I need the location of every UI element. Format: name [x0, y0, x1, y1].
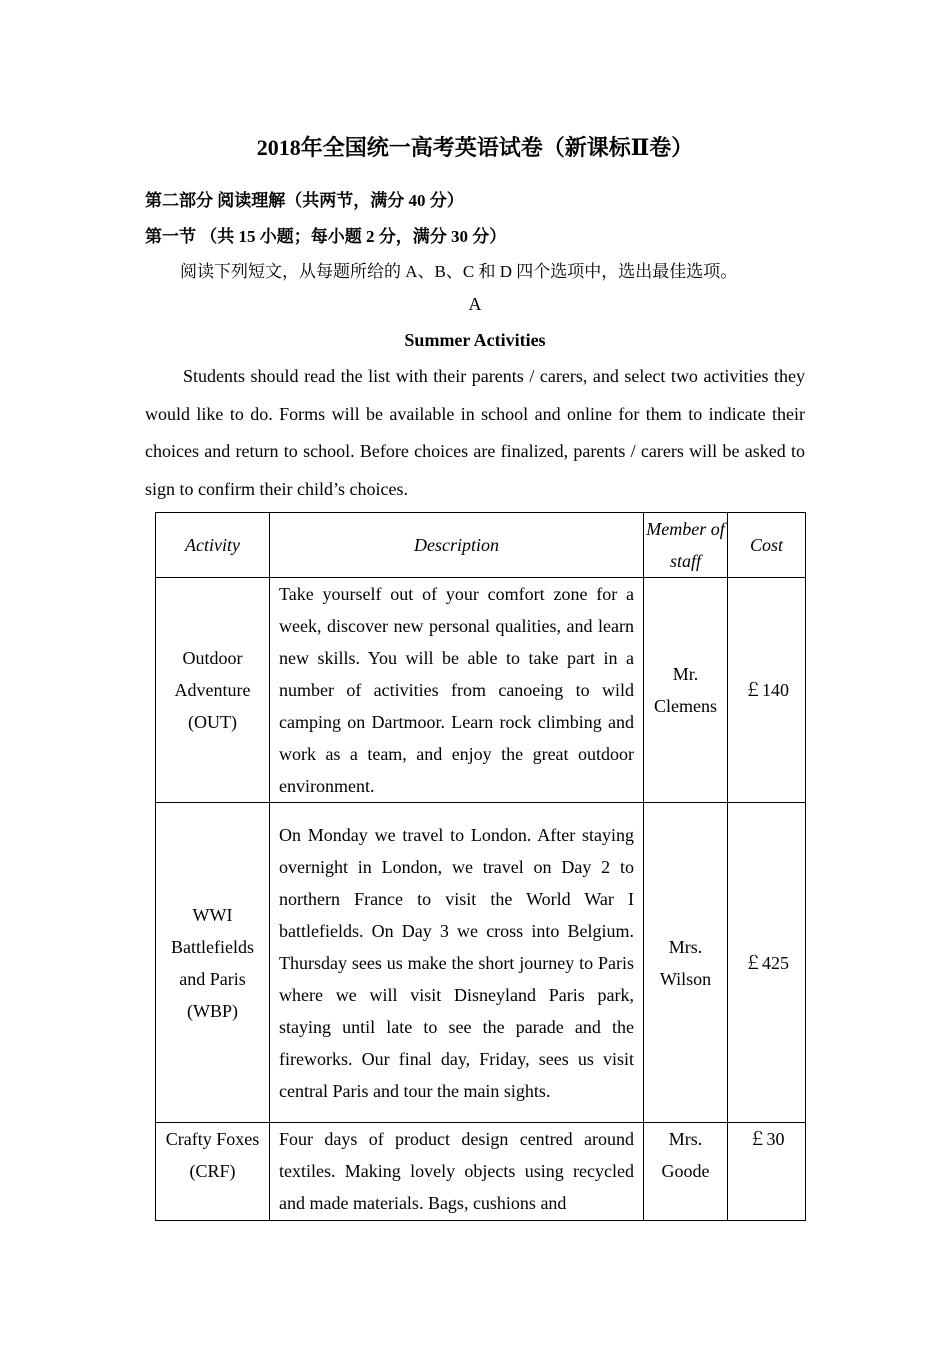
- activity-description: Four days of product design centred around textiles. Making lovely objects using recycled and made materials. Bags, cushions and: [270, 1123, 644, 1221]
- table-row: [156, 803, 806, 1123]
- section-heading: 第二部分 阅读理解（共两节，满分 40 分）: [145, 191, 464, 210]
- activity-name: WWI Battlefields and Paris (WBP): [156, 803, 270, 1123]
- activity-cost: ￡30: [728, 1123, 806, 1221]
- subsection-heading: 第一节 （共 15 小题；每小题 2 分，满分 30 分）: [145, 227, 507, 246]
- instruction-text: 阅读下列短文，从每题所给的 A、B、C 和 D 四个选项中，选出最佳选项。: [180, 262, 738, 281]
- activity-description: On Monday we travel to London. After staying overnight in London, we travel on Day 2 to northern France to visit the World War I battlefields. On Day 3 we cross into Belgium. Thursday sees us make the short journey to Paris where we will visit Disneyland Paris park, staying until late to see the parade and the fireworks. Our final day, Friday, sees us visit central Paris and tour the main sights.: [270, 803, 644, 1123]
- header-staff: Member of staff: [644, 513, 728, 578]
- activity-cost: ￡140: [728, 578, 806, 803]
- page-title: 2018年全国统一高考英语试卷（新课标Ⅱ卷）: [256, 135, 694, 160]
- activity-name: Outdoor Adventure (OUT): [156, 578, 270, 803]
- activity-staff: Mrs. Goode: [644, 1123, 728, 1221]
- passage-intro: Students should read the list with their parents / carers, and select two activities they would like to do. Forms will be available in school and online for them to indicate their choices and return to school. Before choices are finalized, parents / carers will be asked to sign to confirm their child’s choices.: [145, 366, 805, 499]
- activity-cost: ￡425: [728, 803, 806, 1123]
- passage-title: Summer Activities: [404, 330, 546, 350]
- header-cost: Cost: [728, 513, 806, 578]
- activity-description: Take yourself out of your comfort zone for a week, discover new personal qualities, and learn new skills. You will be able to take part in a number of activities from canoeing to wild camping on Dartmoor. Learn rock climbing and work as a team, and enjoy the great outdoor environment.: [270, 578, 644, 803]
- activity-staff: Mr. Clemens: [644, 578, 728, 803]
- activity-name: Crafty Foxes (CRF): [156, 1123, 270, 1221]
- activities-table: [155, 512, 806, 1221]
- header-description: Description: [270, 513, 644, 578]
- table-header-row: [156, 513, 806, 578]
- passage-letter: A: [468, 294, 482, 314]
- activity-staff: Mrs. Wilson: [644, 803, 728, 1123]
- table-row: [156, 578, 806, 803]
- table-row: [156, 1123, 806, 1221]
- header-activity: Activity: [156, 513, 270, 578]
